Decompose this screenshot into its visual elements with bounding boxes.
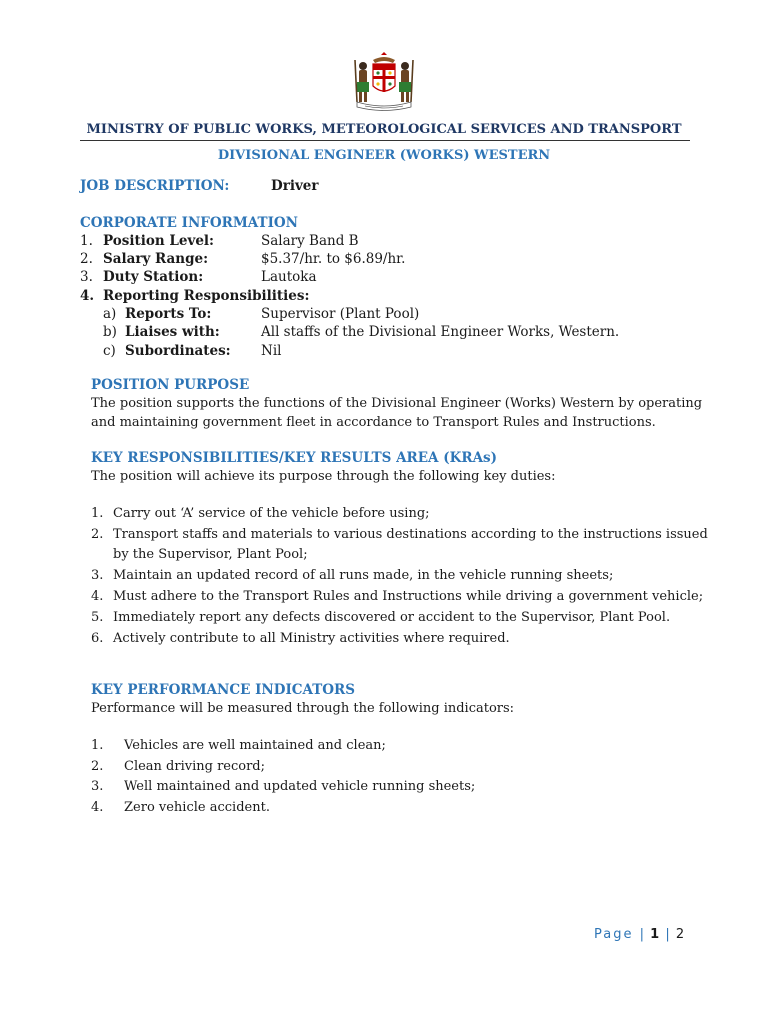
kra-item-text: Maintain an updated record of all runs made, in the vehicle running sheets; (113, 568, 614, 583)
corp-item-label: Duty Station: (103, 269, 204, 285)
header-divider (80, 140, 690, 141)
kra-item-num: 1. (91, 506, 104, 521)
ministry-heading: MINISTRY OF PUBLIC WORKS, METEOROLOGICAL SERVICES AND TRANSPORT (86, 122, 682, 137)
corp-subitem-label: Liaises with: (125, 324, 220, 340)
kpi-item-num: 4. (91, 800, 104, 815)
kpi-item-num: 1. (91, 738, 104, 753)
kra-item-num: 2. (91, 527, 104, 542)
kra-item-num: 4. (91, 589, 104, 604)
kpi-heading: KEY PERFORMANCE INDICATORS (91, 682, 356, 698)
kpi-item-text: Zero vehicle accident. (124, 800, 270, 815)
kpi-item-text: Vehicles are well maintained and clean; (124, 738, 386, 753)
page-separator: | (665, 927, 670, 942)
corp-item-label: Position Level: (103, 233, 215, 249)
current-page: 1 (650, 927, 660, 942)
kpi-item-text: Well maintained and updated vehicle running sheets; (124, 779, 476, 794)
kra-item-text: by the Supervisor, Plant Pool; (113, 547, 308, 562)
corp-subitem-value: All staffs of the Divisional Engineer Works, Western. (261, 324, 620, 340)
corp-item-num: 1. (80, 233, 93, 249)
corp-item-value: $5.37/hr. to $6.89/hr. (261, 251, 406, 267)
corp-item-num: 4. (80, 288, 95, 304)
kra-item-text: Immediately report any defects discovered or accident to the Supervisor, Plant Pool. (113, 610, 671, 625)
division-heading: DIVISIONAL ENGINEER (WORKS) WESTERN (217, 148, 551, 163)
corp-subitem-num: a) (103, 306, 117, 322)
kpi-item-text: Clean driving record; (124, 759, 266, 774)
corp-subitem-value: Supervisor (Plant Pool) (261, 306, 420, 322)
page-number (594, 927, 684, 942)
kra-item-num: 5. (91, 610, 104, 625)
page-separator: | (639, 927, 645, 942)
kpi-item-num: 3. (91, 779, 104, 794)
page-label: Page (594, 927, 634, 942)
kra-heading: KEY RESPONSIBILITIES/KEY RESULTS AREA (KRAs) (91, 450, 498, 466)
kra-item-text: Transport staffs and materials to various destinations according to the instructions issued (113, 527, 708, 542)
corp-subitem-label: Subordinates: (125, 343, 231, 359)
corp-item-num: 3. (80, 269, 93, 285)
corp-subitem-num: b) (103, 324, 117, 340)
corp-item-label: Salary Range: (103, 251, 209, 267)
kra-item-text: Actively contribute to all Ministry activities where required. (113, 631, 510, 646)
corp-item-num: 2. (80, 251, 93, 267)
kra-item-num: 6. (91, 631, 104, 646)
corporate-info-heading: CORPORATE INFORMATION (80, 215, 298, 231)
job-description-label: JOB DESCRIPTION: (80, 178, 230, 194)
corp-subitem-value: Nil (261, 343, 282, 359)
kra-item-text: Must adhere to the Transport Rules and Instructions while driving a government vehicle; (113, 589, 704, 604)
kpi-item-num: 2. (91, 759, 104, 774)
kra-intro: The position will achieve its purpose through the following key duties: (91, 469, 556, 484)
corp-item-value: Salary Band B (261, 233, 359, 249)
position-purpose-heading: POSITION PURPOSE (91, 377, 250, 393)
purpose-text-line: and maintaining government fleet in accordance to Transport Rules and Instructions. (91, 415, 656, 430)
kra-item-text: Carry out ‘A’ service of the vehicle before using; (113, 506, 430, 521)
kra-item-num: 3. (91, 568, 104, 583)
total-pages: 2 (675, 927, 685, 942)
corp-subitem-num: c) (103, 343, 116, 359)
kpi-intro: Performance will be measured through the following indicators: (91, 701, 515, 716)
corp-item-label: Reporting Responsibilities: (103, 288, 310, 304)
job-title: Driver (271, 178, 319, 194)
corp-item-value: Lautoka (261, 269, 317, 285)
fiji-coat-of-arms-icon (343, 52, 425, 112)
purpose-text-line: The position supports the functions of the Divisional Engineer (Works) Western by operating (91, 396, 703, 411)
corp-subitem-label: Reports To: (125, 306, 212, 322)
